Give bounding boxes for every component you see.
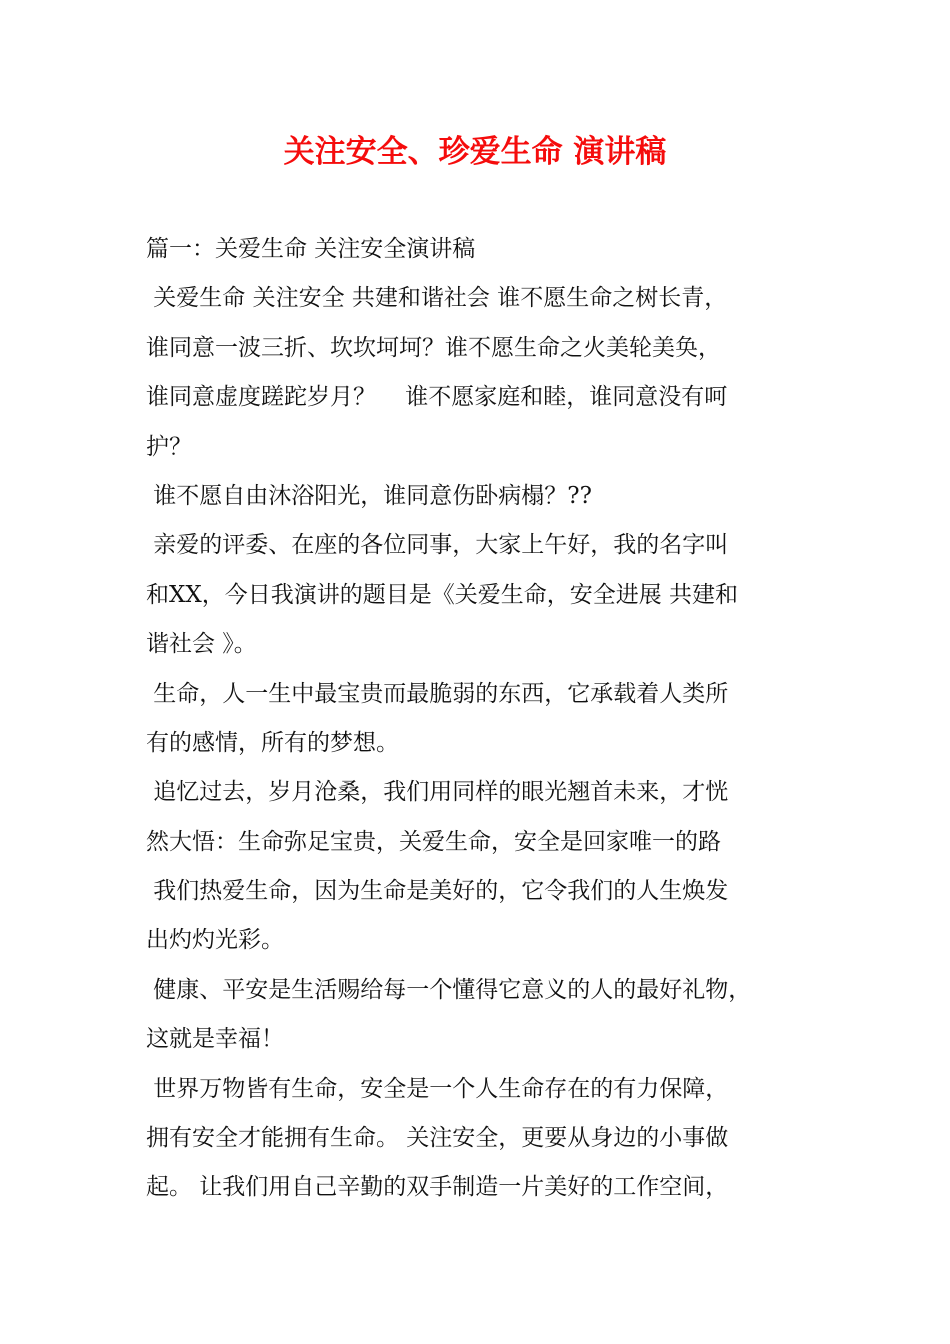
text-line: 拥有安全才能拥有生命。 关注安全，更要从身边的小事做 [146,1125,729,1152]
text-line: 谁不愿自由沐浴阳光，谁同意伤卧病榻？?? [146,482,592,509]
text-line: 生命，人一生中最宝贵而最脆弱的东西，它承载着人类所 [146,680,729,707]
text-line: 谁同意虚度蹉跎岁月？ 谁不愿家庭和睦，谁同意没有呵 [146,384,728,411]
text-line: 然大悟：生命弥足宝贵，关爱生命，安全是回家唯一的路 [146,828,721,855]
document-title: 关注安全、珍爱生命 演讲稿 [283,134,667,170]
text-line: 护？ [146,433,192,460]
text-line: 我们热爱生命，因为生命是美好的，它令我们的人生焕发 [146,878,729,905]
text-line: 追忆过去，岁月沧桑，我们用同样的眼光翘首未来，才恍 [146,779,729,806]
text-line: 健康、平安是生活赐给每一个懂得它意义的人的最好礼物， [146,976,752,1003]
text-line: 亲爱的评委、在座的各位同事，大家上午好，我的名字叫 [146,532,729,559]
text-line: 世界万物皆有生命，安全是一个人生命存在的有力保障， [146,1075,729,1102]
text-line: 关爱生命 关注安全 共建和谐社会 谁不愿生命之树长青， [146,285,728,312]
text-line: 出灼灼光彩。 [146,927,284,954]
text-line: 有的感情，所有的梦想。 [146,729,399,756]
text-line: 这就是幸福！ [146,1026,284,1053]
document-body [146,225,836,1213]
text-line: 谐社会 》。 [146,631,257,658]
text-line: 和XX，今日我演讲的题目是《关爱生命，安全进展 共建和 [146,581,739,608]
text-line: 起。 让我们用自己辛勤的双手制造一片美好的工作空间， [146,1174,729,1201]
text-line: 谁同意一波三折、坎坎坷坷？谁不愿生命之火美轮美奂， [146,334,721,361]
text-line: 篇一：关爱生命 关注安全演讲稿 [146,236,476,262]
